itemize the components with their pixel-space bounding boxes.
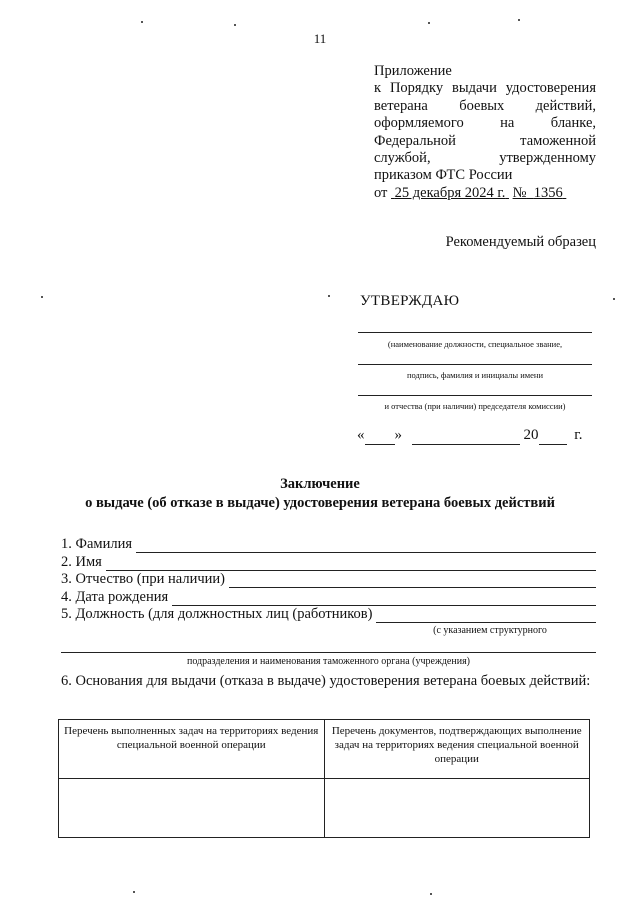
approve-title: УТВЕРЖДАЮ	[360, 293, 460, 309]
table-header-row	[59, 720, 590, 779]
table-cell-documents[interactable]	[324, 779, 590, 838]
scan-speck	[328, 295, 330, 297]
document-title-line1: Заключение	[280, 476, 360, 492]
basis-text: 6. Основания для выдачи (отказа в выдаче) удостоверения ветерана боевых действий:	[61, 673, 591, 689]
field-surname: 1. Фамилия	[61, 535, 596, 553]
year-blank	[539, 427, 567, 445]
scan-speck	[41, 296, 43, 298]
table-header-documents: Перечень документов, подтверждающих выполнение задач на территориях ведения специальной военной операции	[324, 720, 590, 779]
scan-speck	[141, 21, 143, 23]
scan-speck	[428, 22, 430, 24]
recommended-sample-label: Рекомендуемый образец	[445, 234, 596, 250]
signature-line	[358, 364, 592, 365]
field-position: 5. Должность (для должностных лиц (работников)	[61, 605, 596, 623]
signature-line	[358, 395, 592, 396]
field-patronymic: 3. Отчество (при наличии)	[61, 570, 596, 588]
appendix-line: Приложение	[374, 63, 452, 79]
date-prefix: от	[374, 184, 388, 201]
approval-date-line: « » 20 г.	[357, 427, 583, 443]
table-cell-tasks[interactable]	[59, 779, 325, 838]
patronymic-input-line[interactable]	[229, 574, 596, 588]
surname-input-line[interactable]	[136, 539, 596, 553]
position-continuation-line[interactable]	[61, 652, 596, 653]
appendix-line: оформляемого на бланке,	[374, 115, 596, 132]
position-input-line[interactable]	[376, 609, 596, 623]
table-row	[59, 779, 590, 838]
document-title	[0, 475, 640, 513]
name-input-line[interactable]	[106, 557, 596, 571]
position-caption: (с указанием структурного	[433, 625, 547, 636]
day-blank	[365, 427, 395, 445]
appendix-line: приказом ФТС России	[374, 167, 513, 184]
year-prefix: 20	[523, 427, 539, 443]
scan-speck	[133, 891, 135, 893]
field-birth-date: 4. Дата рождения	[61, 588, 596, 606]
page-number: 11	[313, 31, 327, 46]
signature-line	[358, 332, 592, 333]
month-blank	[412, 427, 520, 445]
scan-speck	[613, 298, 615, 300]
order-date: 25 декабря 2024 г.	[394, 184, 506, 201]
appendix-order-ref	[374, 185, 596, 202]
appendix-line: службой, утвержденному	[374, 150, 596, 167]
grounds-table	[58, 719, 590, 838]
document-title-line2: о выдаче (об отказе в выдаче) удостоверения ветерана боевых действий	[85, 495, 555, 511]
approval-caption: подпись, фамилия и инициалы имени	[406, 370, 544, 380]
birth-date-input-line[interactable]	[172, 592, 596, 606]
year-suffix: г.	[574, 427, 583, 443]
approval-caption: и отчества (при наличии) председателя комиссии)	[384, 401, 566, 411]
appendix-line: ветерана боевых действий,	[374, 97, 596, 114]
table-header-tasks: Перечень выполненных задач на территориях ведения специальной военной операции	[59, 720, 325, 779]
appendix-line: к Порядку выдачи удостоверения	[374, 80, 596, 97]
scan-speck	[430, 893, 432, 895]
scan-speck	[234, 24, 236, 26]
scan-speck	[518, 19, 520, 21]
appendix-line: Федеральной таможенной	[374, 132, 596, 149]
position-caption: подразделения и наименования таможенного органа (учреждения)	[186, 656, 471, 667]
order-number: № 1356	[512, 184, 563, 201]
approval-caption: (наименование должности, специальное звание,	[387, 339, 563, 349]
appendix-block	[374, 63, 596, 202]
field-name: 2. Имя	[61, 553, 596, 571]
